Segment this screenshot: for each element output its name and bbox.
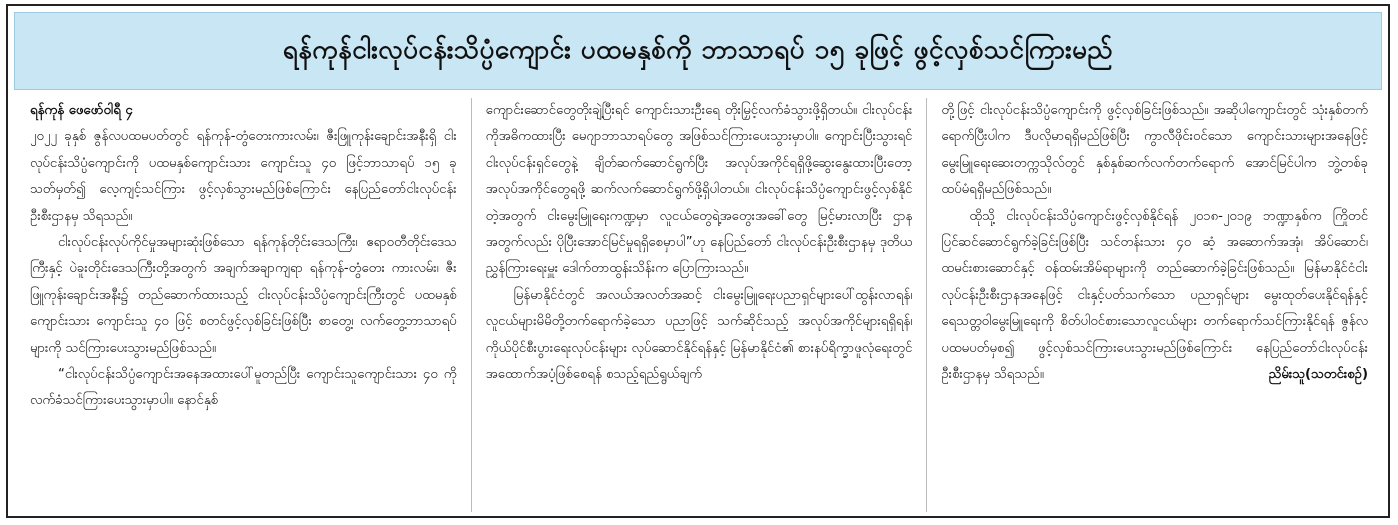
byline: ညိမ်းသူ(သတင်းစဉ်) (1268, 367, 1369, 383)
paragraph: “ငါးလုပ်ငန်းသိပ္ပံကျောင်းအနေအထားပေါ်မူတည်ပြီး ကျောင်းသူကျောင်းသား ၄၀ ကို လက်ခံသင်ကြားပေးသွားမှာပါ။ နောင်နှစ် (30, 367, 457, 409)
paragraph (941, 204, 1368, 389)
article-headline: ရန်ကုန်ငါးလုပ်ငန်းသိပ္ပံကျောင်း ပထမနှစ်ကို ဘာသာရပ် ၁၅ ခုဖြင့် ဖွင့်လှစ်သင်ကြားမည် (282, 34, 1114, 65)
article-body (16, 98, 1382, 512)
article-column-2 (471, 98, 927, 512)
article-column-1 (16, 98, 471, 512)
article-frame (6, 4, 1390, 518)
paragraph: မြန်မာနိုင်ငံတွင် အလယ်အလတ်အဆင့် ငါးမွေးမြူရေးပညာရှင်များပေါ်ထွန်းလာရန်၊ လူငယ်များမိမိတို့တက်ရောက်ခဲ့သော ပညာဖြင့် သက်ဆိုင်သည့် အလုပ်အကိုင်များရရှိရန်၊ ကိုယ်ပိုင်စီးပွားရေးလုပ်ငန်းများ လုပ်ဆောင်နိုင်ရန်နှင့် မြန်မာနိုင်ငံ၏ စားနပ်ရိက္ခာဖူလုံရေးတွင် အထောက်အပံ့ဖြစ်စေရန် စသည့်ရည်ရွယ်ချက် (485, 287, 913, 383)
article-column-3 (926, 98, 1382, 512)
dateline: ရန်ကုန် ဖေဖော်ဝါရီ ၄ (30, 103, 133, 118)
headline-banner (14, 12, 1382, 90)
paragraph: ကျောင်းဆောင်တွေတိုးချဲ့ပြီးရင် ကျောင်းသားဦးရေ တိုးမြှင့်လက်ခံသွားဖို့ရှိတယ်။ ငါးလုပ်ငန်းကိုအဓိကထားပြီး မေဂျာဘာသာရပ်တွေ အဖြစ်သင်ကြားပေးသွားမှာပါ။ ကျောင်းပြီးသွားရင် ငါးလုပ်ငန်းရှင်တွေနဲ့ ချိတ်ဆက်ဆောင်ရွက်ပြီး အလုပ်အကိုင်ရရှိဖို့ဆွေးနွေးထားပြီးတော့ အလုပ်အကိုင်တွေရဖို့ ဆက်လက်ဆောင်ရွက်ဖို့ရှိပါတယ်။ ငါးလုပ်ငန်းသိပ္ပံကျောင်းဖွင့်လှစ်နိုင်တဲ့အတွက် ငါးမွေးမြူရေးကဏ္ဍမှာ လူငယ်တွေရဲ့အတွေးအခေါ်တွေ မြင့်မားလာပြီး ဌာနအတွက်လည်း ပိုပြီးအောင်မြင်မှုရရှိစေမှာပါ”ဟု နေပြည်တော် ငါးလုပ်ငန်းဦးစီးဌာနမှ ဒုတိယညွှန်ကြားရေးမှူး ဒေါက်တာထွန်းသိန်းက ပြောကြားသည်။ (485, 103, 913, 277)
paragraph-text: ထိုသို့ ငါးလုပ်ငန်းသိပ္ပံကျောင်းဖွင့်လှစ်နိုင်ရန် ၂၀၁၈-၂၀၁၉ ဘဏ္ဍာနှစ်က ကြိုတင်ပြင်ဆင်ဆောင်ရွက်ခဲ့ခြင်းဖြစ်ပြီး သင်တန်းသား ၄၀ ဆံ့ အဆောက်အအုံ၊ အိပ်ဆောင်၊ ထမင်းစားဆောင်နှင့် ဝန်ထမ်းအိမ်ရာများကို တည်ဆောက်ခဲ့ခြင်းဖြစ်သည်။ မြန်မာနိုင်ငံငါးလုပ်ငန်းဦးစီးဌာနအနေဖြင့် ငါးနှင့်ပတ်သက်သော ပညာရှင်များ မွေးထုတ်ပေးနိုင်ရန်နှင့် ရေသတ္တဝါမွေးမြူရေးကို စိတ်ပါဝင်စားသောလူငယ်များ တက်ရောက်သင်ကြားနိုင်ရန် ဇွန်လပထမပတ်မှစ၍ ဖွင့်လှစ်သင်ကြားပေးသွားမည်ဖြစ်ကြောင်း နေပြည်တော်ငါးလုပ်ငန်းဦးစီးဌာနမှ သိရသည်။ (941, 208, 1369, 383)
paragraph: တို့ဖြင့် ငါးလုပ်ငန်းသိပ္ပံကျောင်းကို ဖွင့်လှစ်ခြင်းဖြစ်သည်။ အဆိုပါကျောင်းတွင် သုံးနှစ်တက်ရောက်ပြီးပါက ဒီပလိုမာရရှိမည်ဖြစ်ပြီး ကွာလီဖိုင်းဝင်သော ကျောင်းသားများအနေဖြင့် မွေးမြူရေးဆေးတက္ကသိုလ်တွင် နှစ်နှစ်ဆက်လက်တက်ရောက် အောင်မြင်ပါက ဘွဲ့တစ်ခု ထပ်မံရရှိမည်ဖြစ်သည်။ (941, 103, 1369, 198)
paragraph: ၂၀၂၂ ခုနှစ် ဇွန်လပထမပတ်တွင် ရန်ကုန်-တွံတေးကားလမ်း၊ ဇီးဖြူကုန်းချောင်းအနီးရှိ ငါးလုပ်ငန်းသိပ္ပံကျောင်းကို ပထမနှစ်ကျောင်းသား ကျောင်းသူ ၄၀ ဖြင့်ဘာသာရပ် ၁၅ ခု သတ်မှတ်၍ လေ့ကျင့်သင်ကြား ဖွင့်လှစ်သွားမည်ဖြစ်ကြောင်း နေပြည်တော်ငါးလုပ်ငန်းဦးစီးဌာနမှ သိရသည်။ (30, 129, 457, 224)
paragraph: ငါးလုပ်ငန်းလုပ်ကိုင်မှုအများဆုံးဖြစ်သော ရန်ကုန်တိုင်းဒေသကြီး၊ ဧရာဝတီတိုင်းဒေသကြီးနှင့် ပဲခူးတိုင်းဒေသကြီးတို့အတွက် အချက်အချာကျရာ ရန်ကုန်-တွံတေး ကားလမ်း၊ ဇီးဖြူကုန်းချောင်းအနီး၌ တည်ဆောက်ထားသည့် ငါးလုပ်ငန်းသိပ္ပံကျောင်းကြီးတွင် ပထမနှစ်ကျောင်းသား ကျောင်းသူ ၄၀ ဖြင့် စတင်ဖွင့်လှစ်ခြင်းဖြစ်ပြီး စာတွေ့၊ လက်တွေ့ဘာသာရပ်များကို သင်ကြားပေးသွားမည်ဖြစ်သည်။ (30, 235, 457, 356)
